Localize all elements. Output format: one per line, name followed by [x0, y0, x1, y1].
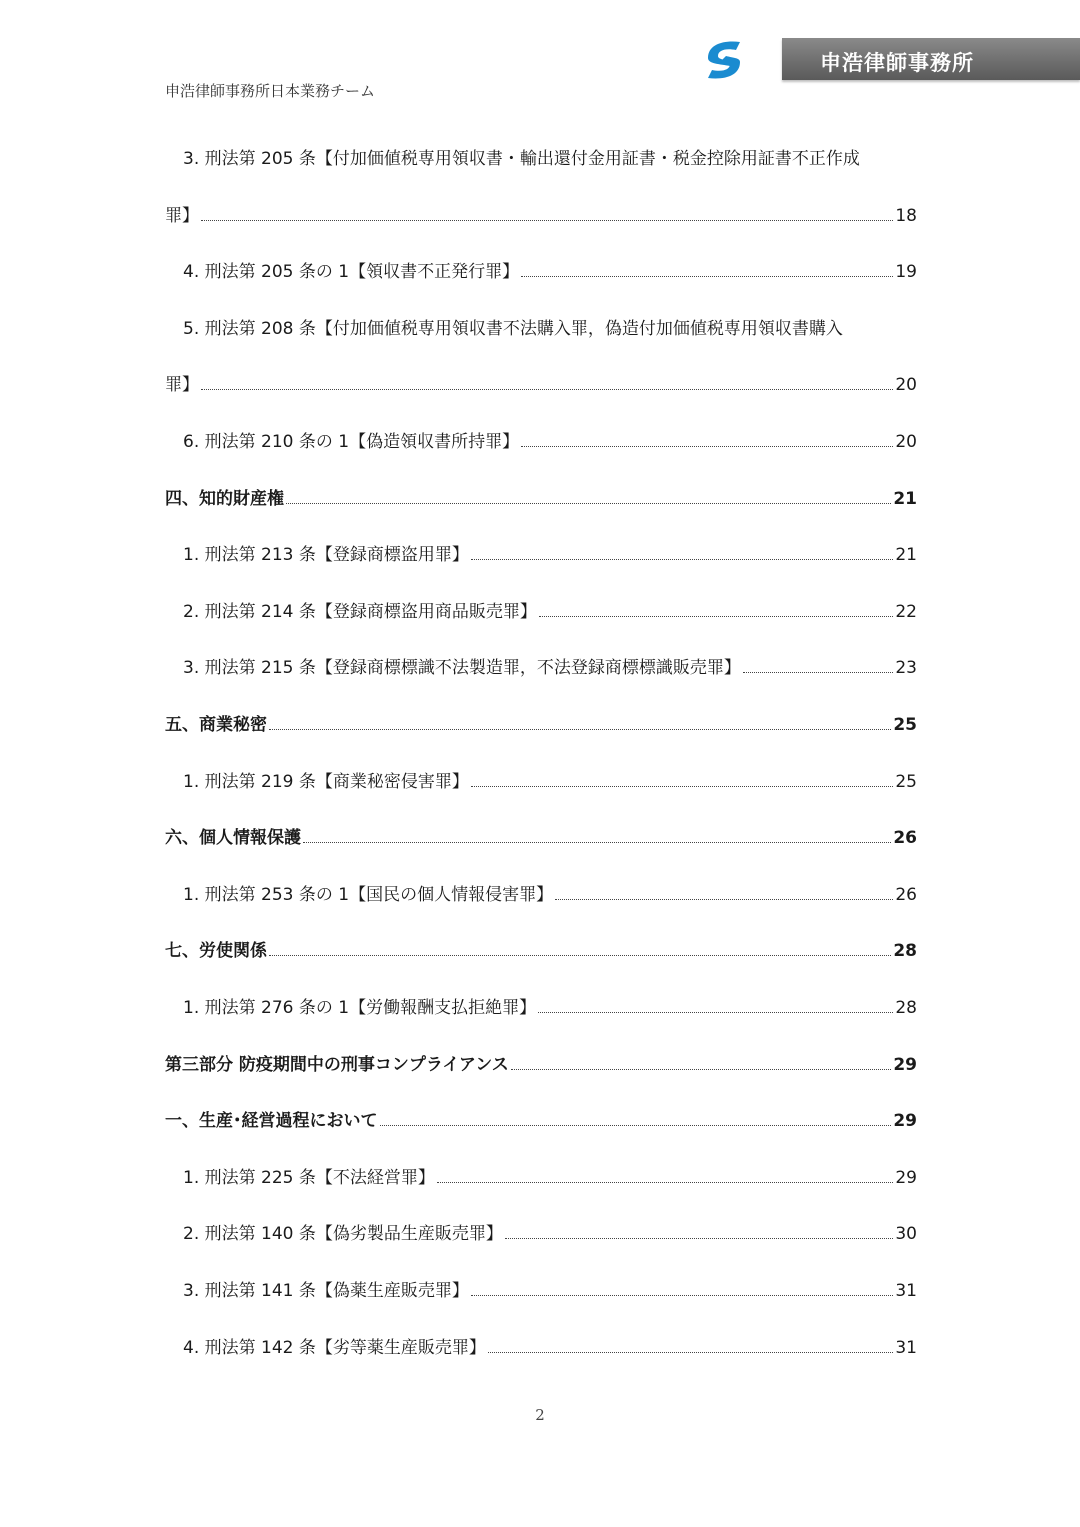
toc-entry-title: 1. 刑法第 225 条【不法経営罪】 [183, 1167, 435, 1188]
dot-leader [505, 1237, 893, 1239]
toc-entry[interactable] [183, 883, 917, 907]
toc-entry-title: 一、生産･経営過程において [165, 1111, 378, 1132]
toc-entry[interactable] [165, 373, 917, 397]
toc-page-number: 20 [895, 432, 917, 452]
toc-entry-title: 第三部分 防疫期間中の刑事コンプライアンス [165, 1054, 509, 1075]
dot-leader [201, 388, 893, 390]
dot-leader [380, 1124, 892, 1126]
toc-page-number: 25 [895, 771, 917, 792]
toc-entry-title: 六、個人情報保護 [165, 828, 301, 849]
toc-entry[interactable] [183, 260, 917, 284]
firm-brand-name: 申浩律師事務所 [820, 51, 974, 75]
dot-leader [201, 219, 893, 221]
dot-leader [521, 445, 893, 447]
toc-page-number: 19 [895, 262, 917, 283]
toc-entry-title: 3. 刑法第 215 条【登録商標標識不法製造罪，不法登録商標標識販売罪】 [183, 658, 741, 679]
toc-entry-title: 1. 刑法第 213 条【登録商標盗用罪】 [183, 545, 469, 566]
toc-section-heading[interactable] [165, 1053, 917, 1077]
toc-entry[interactable] [183, 430, 917, 454]
toc-page-number: 29 [893, 1054, 917, 1075]
toc-entry-title: 3. 刑法第 141 条【偽薬生産販売罪】 [183, 1281, 469, 1301]
toc-page-number: 21 [895, 545, 917, 566]
dot-leader [521, 275, 893, 277]
dot-leader [471, 785, 893, 787]
dot-leader [488, 1351, 893, 1353]
toc-entry-title: 1. 刑法第 253 条の 1【国民の個人情報侵害罪】 [183, 884, 554, 905]
dot-leader [511, 1068, 892, 1070]
toc-entry[interactable] [183, 1166, 917, 1190]
page-number: 2 [535, 1406, 545, 1424]
toc-entry[interactable] [183, 600, 917, 624]
dot-leader [437, 1181, 893, 1183]
toc-page-number: 29 [893, 1111, 917, 1132]
toc-section-heading[interactable] [165, 1109, 917, 1133]
toc-page-number: 25 [893, 715, 917, 735]
toc-entry[interactable] [183, 543, 917, 567]
dot-leader [539, 615, 893, 617]
toc-entry[interactable] [183, 1336, 917, 1360]
toc-entry-title: 五、商業秘密 [165, 715, 267, 735]
firm-brand-banner [782, 38, 1080, 80]
dot-leader [303, 841, 891, 843]
toc-page-number: 23 [895, 658, 917, 679]
toc-entry-title: 七、労使関係 [165, 941, 267, 962]
toc-section-heading[interactable] [165, 939, 917, 963]
toc-entry-title[interactable]: 5. 刑法第 208 条【付加価値税専用領収書不法購入罪，偽造付加価値税専用領収書購入 [183, 318, 843, 339]
toc-entry[interactable] [183, 770, 917, 794]
toc-entry-title: 6. 刑法第 210 条の 1【偽造領収書所持罪】 [183, 432, 520, 452]
toc-entry-continuation: 罪】 [165, 375, 199, 396]
toc-section-heading[interactable] [165, 826, 917, 850]
dot-leader [269, 728, 891, 730]
dot-leader [286, 502, 891, 504]
toc-entry[interactable] [183, 1279, 917, 1303]
toc-page-number: 26 [893, 828, 917, 849]
toc-page-number: 30 [895, 1224, 917, 1245]
toc-section-heading[interactable] [165, 713, 917, 737]
toc-entry-title: 2. 刑法第 214 条【登録商標盗用商品販売罪】 [183, 601, 537, 622]
dot-leader [471, 1294, 893, 1296]
dot-leader [743, 671, 893, 673]
toc-entry-title: 2. 刑法第 140 条【偽劣製品生産販売罪】 [183, 1224, 503, 1245]
toc-entry[interactable] [183, 1222, 917, 1246]
toc-page-number: 20 [895, 375, 917, 396]
header-team-name: 申浩律師事務所日本業務チーム [165, 82, 376, 100]
toc-entry-title: 4. 刑法第 142 条【劣等薬生産販売罪】 [183, 1337, 486, 1358]
dot-leader [555, 898, 893, 900]
toc-page-number: 22 [895, 601, 917, 622]
dot-leader [269, 954, 891, 956]
toc-page-number: 31 [895, 1281, 917, 1301]
toc-entry-title: 4. 刑法第 205 条の 1【領収書不正発行罪】 [183, 262, 520, 283]
firm-logo-icon [700, 36, 748, 84]
toc-entry-continuation: 罪】 [165, 205, 199, 226]
dot-leader [538, 1011, 893, 1013]
toc-page-number: 31 [895, 1337, 917, 1358]
toc-page-number: 28 [895, 998, 917, 1018]
toc-page-number: 28 [893, 941, 917, 962]
toc-entry-title: 1. 刑法第 276 条の 1【労働報酬支払拒絶罪】 [183, 998, 537, 1018]
toc-entry[interactable] [183, 996, 917, 1020]
toc-page-number: 21 [893, 488, 917, 509]
dot-leader [471, 558, 893, 560]
toc-section-heading[interactable] [165, 487, 917, 511]
toc-page-number: 29 [895, 1167, 917, 1188]
toc-entry[interactable] [183, 656, 917, 680]
toc-entry-title: 四、知的財産権 [165, 488, 284, 509]
toc-page-number: 26 [895, 884, 917, 905]
toc-entry-title[interactable]: 3. 刑法第 205 条【付加価値税専用領収書・輸出還付金用証書・税金控除用証書不正作成 [183, 149, 860, 169]
toc-entry[interactable] [165, 204, 917, 228]
toc-entry-title: 1. 刑法第 219 条【商業秘密侵害罪】 [183, 771, 469, 792]
toc-page-number: 18 [895, 205, 917, 226]
